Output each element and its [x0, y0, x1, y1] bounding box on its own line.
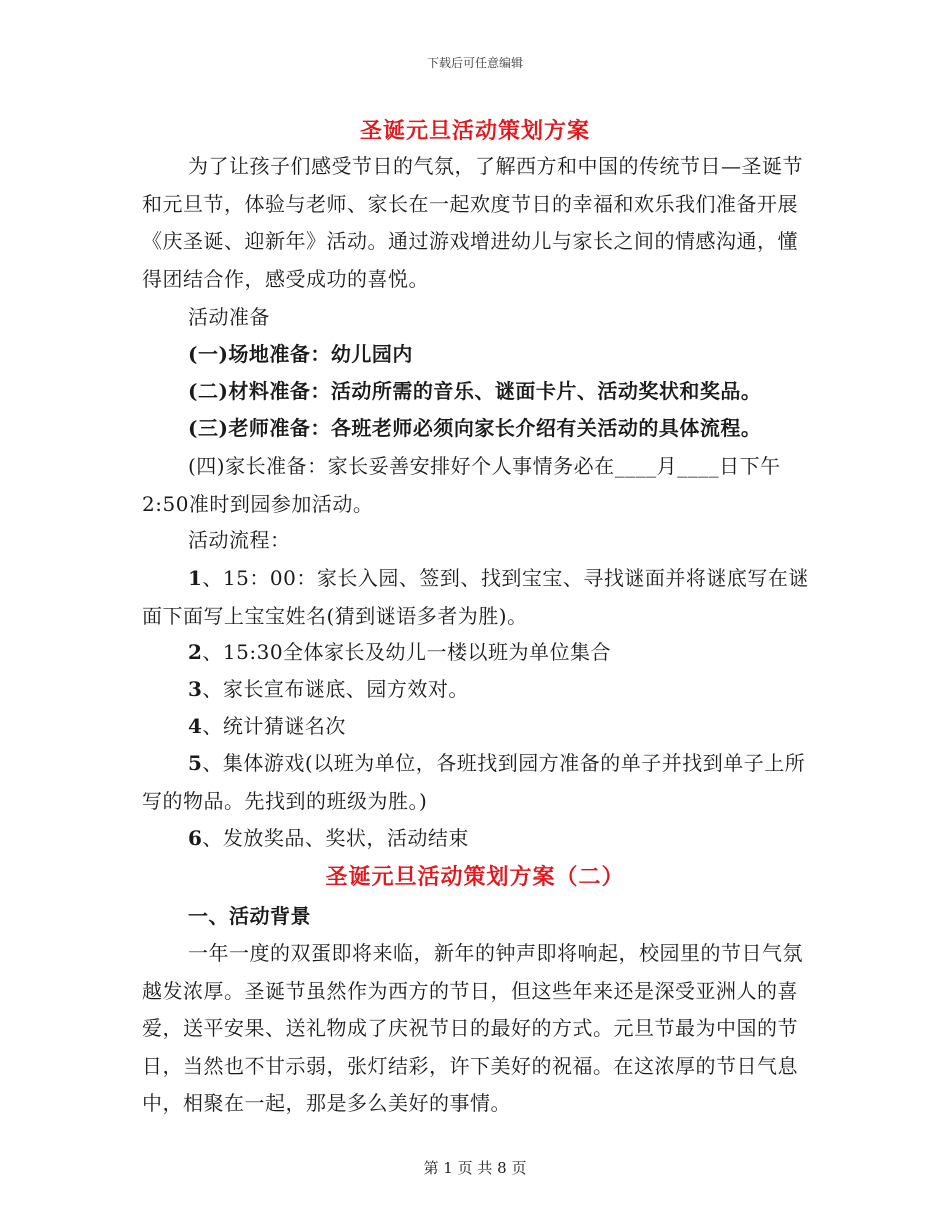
flow-item-number: 4: [188, 714, 203, 738]
flow-item-text: 、集体游戏(以班为单位，各班找到园方准备的单子并找到单子上所写的物品。先找到的班级为胜。): [142, 751, 806, 813]
flow-item-text: 、统计猜谜名次: [202, 714, 346, 738]
flow-item-text: 、发放奖品、奖状，活动结束: [202, 826, 469, 850]
document-title: 圣诞元旦活动策划方案: [359, 118, 590, 144]
flow-item-4: [142, 708, 856, 745]
prep-item-teachers: (三)老师准备：各班老师必须向家长介绍有关活动的具体流程。: [188, 416, 762, 440]
intro-paragraph: 为了让孩子们感受节日的气氛，了解西方和中国的传统节日—圣诞节和元旦节，体验与老师、家长在一起欢度节日的幸福和欢乐我们准备开展《庆圣诞、迎新年》活动。通过游戏增进幼儿与家长之间的情感沟通，懂得团结合作，感受成功的喜悦。: [142, 154, 803, 291]
flow-item-1: [142, 560, 810, 635]
flow-item-number: 6: [188, 826, 203, 850]
flow-item-6: [142, 820, 856, 857]
flow-item-number: 3: [188, 677, 203, 701]
prep-heading: 活动准备: [188, 305, 270, 329]
prep-item-parents: (四)家长准备：家长妥善安排好个人事情务必在____月____日下午2:50准时到园参加活动。: [142, 454, 781, 516]
flow-item-5: [142, 745, 810, 820]
flow-heading: 活动流程：: [188, 528, 291, 552]
flow-item-number: 2: [188, 640, 203, 664]
flow-item-text: 、15：00：家长入园、签到、找到宝宝、寻找谜面并将谜底写在谜面下面写上宝宝姓名(猜到谜语多者为胜)。: [142, 566, 809, 628]
page-header-note: 下载后可任意编辑: [426, 56, 523, 70]
flow-item-text: 、家长宣布谜底、园方效对。: [202, 677, 469, 701]
flow-item-number: 5: [188, 751, 203, 775]
prep-item-venue: (一)场地准备：幼儿园内: [188, 342, 413, 366]
flow-item-number: 1: [188, 566, 203, 590]
page-number-footer: 第 1 页 共 8 页: [423, 1159, 527, 1177]
flow-item-text: 、15:30全体家长及幼儿一楼以班为单位集合: [202, 640, 612, 664]
prep-item-materials: (二)材料准备：活动所需的音乐、谜面卡片、活动奖状和奖品。: [188, 379, 762, 403]
background-paragraph: 一年一度的双蛋即将来临，新年的钟声即将响起，校园里的节日气氛越发浓厚。圣诞节虽然作为西方的节日，但这些年来还是深受亚洲人的喜爱，送平安果、送礼物成了庆祝节日的最好的方式。元旦节最为中国的节日，当然也不甘示弱，张灯结彩，许下美好的祝福。在这浓厚的节日气息中，相聚在一起，那是多么美好的事情。: [142, 941, 803, 1115]
flow-item-3: [142, 671, 856, 708]
section-heading-background: 一、活动背景: [188, 904, 311, 928]
flow-item-2: [142, 634, 856, 671]
second-document-title: 圣诞元旦活动策划方案（二）: [325, 864, 625, 890]
